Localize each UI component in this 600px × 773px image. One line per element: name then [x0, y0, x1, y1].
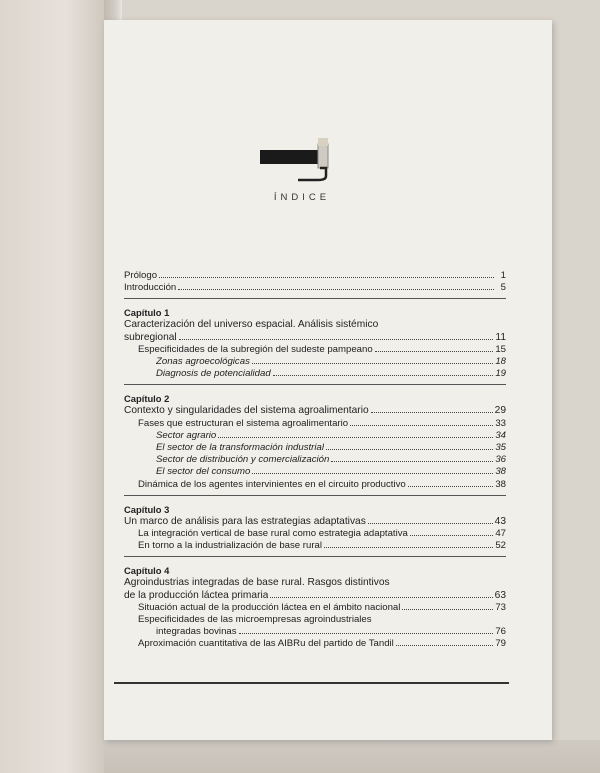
toc-subentry	[124, 466, 506, 478]
dot-leader	[159, 277, 494, 278]
toc-page-number: 79	[495, 638, 506, 650]
toc-entry	[124, 270, 506, 282]
dot-leader	[402, 609, 493, 610]
toc-page-number: 35	[495, 442, 506, 454]
toc-entry-label: Dinámica de los agentes intervinientes en el circuito productivo	[138, 478, 406, 490]
toc-entry-label: Aproximación cuantitativa de las AIBRu del partido de Tandil	[138, 638, 394, 650]
toc-page-number: 34	[495, 429, 506, 441]
toc-subentry	[124, 540, 506, 552]
toc-entry-label: Zonas agroecológicas	[156, 356, 250, 368]
dot-leader	[218, 437, 493, 438]
chapter-separator	[124, 298, 506, 299]
toc-subentry	[124, 418, 506, 430]
chapter-separator	[124, 556, 506, 557]
dot-leader	[326, 449, 493, 450]
toc-page-number: 63	[494, 589, 506, 601]
toc-page-number: 47	[495, 528, 506, 540]
toc-page-number: 1	[500, 270, 506, 281]
toc-page-number: 36	[495, 454, 506, 466]
toc-subentry	[124, 368, 506, 380]
dot-leader	[410, 535, 493, 536]
toc-entry-label: Contexto y singularidades del sistema agroalimentario	[124, 405, 369, 417]
toc-page-number: 19	[495, 368, 506, 380]
toc-entry-label: subregional	[124, 331, 177, 343]
toc-entry-label: El sector del consumo	[156, 466, 251, 478]
table-of-contents	[124, 270, 506, 651]
chapter-number: Capítulo 1	[124, 307, 170, 319]
toc-entry-label: Introducción	[124, 282, 177, 294]
toc-page-number: 18	[495, 356, 506, 368]
chapter-separator	[124, 495, 506, 496]
toc-entry-label: La integración vertical de base rural como estrategia adaptativa	[138, 528, 408, 540]
dot-leader	[179, 339, 494, 340]
toc-entry-label: integradas bovinas	[156, 626, 237, 638]
index-heading: ÍNDICE	[273, 192, 331, 203]
toc-subentry	[124, 638, 506, 650]
toc-page-number: 33	[495, 417, 506, 429]
toc-page-number: 76	[495, 626, 506, 638]
dot-leader	[324, 547, 493, 548]
toc-subentry	[124, 454, 506, 466]
chapter-title	[124, 405, 506, 417]
chapter-number: Capítulo 2	[124, 393, 170, 405]
toc-entry-label: El sector de la transformación industrial	[156, 442, 324, 454]
chapter-title	[124, 590, 506, 602]
toc-subentry	[124, 614, 506, 626]
toc-entry-label: Especificidades de las microempresas agroindustriales	[138, 614, 372, 626]
toc-subentry	[124, 602, 506, 614]
chapter-title	[124, 577, 506, 589]
dot-leader	[252, 473, 493, 474]
table-surface	[104, 740, 600, 773]
toc-page-number: 38	[495, 478, 506, 490]
dot-leader	[350, 425, 493, 426]
toc-entry-label: Diagnosis de potencialidad	[156, 368, 271, 380]
toc-entry-label: Agroindustrias integradas de base rural. Rasgos distintivos	[124, 577, 390, 589]
book-page	[104, 20, 552, 740]
chapter-title	[124, 516, 506, 528]
toc-page-number: 38	[495, 466, 506, 478]
toc-page-number: 73	[495, 601, 506, 613]
toc-subentry	[124, 442, 506, 454]
toc-entry-label: de la producción láctea primaria	[124, 589, 269, 601]
toc-entry-label: Prólogo	[124, 270, 158, 281]
toc-page-number: 43	[494, 515, 506, 527]
toc-entry-label: En torno a la industrialización de base rural	[138, 540, 322, 552]
facing-page-edge	[0, 0, 118, 773]
chapter-number: Capítulo 4	[124, 565, 170, 577]
toc-subentry	[124, 430, 506, 442]
bottom-rule	[114, 682, 509, 684]
dot-leader	[368, 523, 493, 524]
toc-subentry	[124, 479, 506, 491]
toc-page-number: 52	[495, 540, 506, 552]
chapter-title	[124, 319, 506, 331]
toc-entry-label: Fases que estructuran el sistema agroalimentario	[138, 417, 349, 429]
toc-page-number: 11	[495, 331, 506, 343]
dot-leader	[239, 633, 494, 634]
toc-entry-label: Caracterización del universo espacial. Análisis sistémico	[124, 319, 379, 331]
dot-leader	[178, 289, 494, 290]
toc-page-number: 29	[494, 405, 506, 417]
toc-entry-label: Sector de distribución y comercialización	[156, 454, 330, 466]
chapter-title	[124, 332, 506, 344]
toc-entry	[124, 282, 506, 294]
dot-leader	[408, 486, 494, 487]
toc-page-number: 5	[500, 282, 506, 294]
toc-subentry	[124, 528, 506, 540]
toc-subentry	[124, 626, 506, 638]
toc-entry-label: Especificidades de la subregión del sudeste pampeano	[138, 343, 373, 355]
dot-leader	[273, 375, 494, 376]
dot-leader	[252, 363, 493, 364]
dot-leader	[371, 412, 493, 413]
toc-entry-label: Situación actual de la producción láctea en el ámbito nacional	[138, 601, 401, 613]
dot-leader	[396, 645, 494, 646]
toc-subentry	[124, 356, 506, 368]
toc-entry-label: Sector agrario	[156, 429, 217, 441]
toc-subentry	[124, 344, 506, 356]
dot-leader	[270, 597, 492, 598]
dot-leader	[331, 461, 493, 462]
toc-page-number: 15	[495, 343, 506, 355]
toc-entry-label: Un marco de análisis para las estrategias adaptativas	[124, 515, 366, 527]
dot-leader	[375, 351, 494, 352]
chapter-separator	[124, 384, 506, 385]
index-emblem-icon	[258, 132, 348, 190]
chapter-number: Capítulo 3	[124, 503, 170, 515]
